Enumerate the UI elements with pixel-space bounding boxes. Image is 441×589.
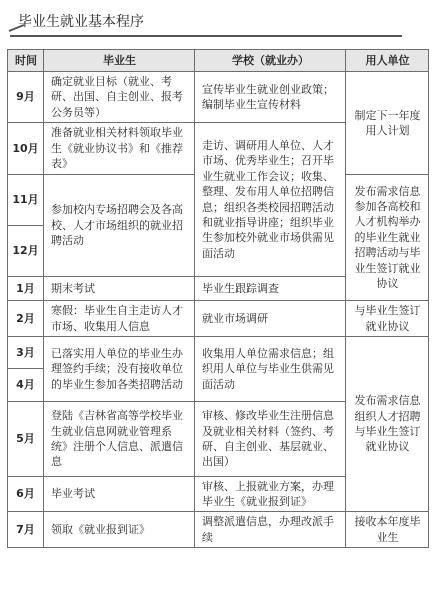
school-cell: 审核、修改毕业生注册信息及就业相关材料（签约、考研、自主创业、基层就业、出国） <box>195 402 346 477</box>
graduate-cell: 已落实用人单位的毕业生办理签约手续；没有接收单位的毕业生参加各类招聘活动 <box>44 337 195 402</box>
table-header-row <box>8 50 429 72</box>
month-cell: 6月 <box>8 477 44 512</box>
employer-cell: 发布需求信息参加各高校和人才机构举办的毕业生就业招聘活动与毕业生签订就业协议 <box>346 175 429 301</box>
month-cell: 4月 <box>8 369 44 402</box>
month-cell: 10月 <box>8 123 44 175</box>
school-cell: 审核、上报就业方案，办理毕业生《就业报到证》 <box>195 477 346 512</box>
graduate-cell: 寒假：毕业生自主走访人才市场、收集用人信息 <box>44 301 195 337</box>
month-cell: 2月 <box>8 301 44 337</box>
month-cell: 7月 <box>8 512 44 548</box>
month-cell: 5月 <box>8 402 44 477</box>
graduate-cell: 领取《就业报到证》 <box>44 512 195 548</box>
table-row <box>8 337 429 369</box>
header-time: 时间 <box>8 50 44 72</box>
table-row <box>8 72 429 123</box>
school-cell: 调整派遣信息，办理改派手续 <box>195 512 346 548</box>
month-cell: 11月 <box>8 175 44 226</box>
month-cell: 12月 <box>8 226 44 277</box>
table-row <box>8 301 429 337</box>
header-graduate: 毕业生 <box>44 50 195 72</box>
school-cell: 就业市场调研 <box>195 301 346 337</box>
school-cell: 收集用人单位需求信息；组织用人单位与毕业生供需见面活动 <box>195 337 346 402</box>
month-cell: 1月 <box>8 277 44 301</box>
header-employer: 用人单位 <box>346 50 429 72</box>
school-cell: 毕业生跟踪调查 <box>195 277 346 301</box>
school-cell: 走访、调研用人单位、人才市场、优秀毕业生；召开毕业生就业工作会议；收集、整理、发布用人单位招聘信息；组织各类校园招聘活动和就业指导讲座；组织毕业生参加校外就业市场供需见面活动 <box>195 123 346 277</box>
graduate-cell: 登陆《吉林省高等学校毕业生就业信息网就业管理系统》注册个人信息、派遣信息 <box>44 402 195 477</box>
title-divider <box>10 35 402 37</box>
employer-cell: 接收本年度毕业生 <box>346 512 429 548</box>
graduate-cell: 确定就业目标（就业、考研、出国、自主创业、报考公务员等） <box>44 72 195 123</box>
graduate-cell: 准备就业相关材料领取毕业生《就业协议书》和《推荐表》 <box>44 123 195 175</box>
table-row <box>8 512 429 548</box>
header-school: 学校（就业办） <box>195 50 346 72</box>
page-title: 毕业生就业基本程序 <box>18 14 144 30</box>
month-cell: 3月 <box>8 337 44 369</box>
procedure-table <box>7 49 429 548</box>
graduate-cell: 期末考试 <box>44 277 195 301</box>
month-cell: 9月 <box>8 72 44 123</box>
graduate-cell: 参加校内专场招聘会及各高校、人才市场组织的就业招聘活动 <box>44 175 195 277</box>
graduate-cell: 毕业考试 <box>44 477 195 512</box>
employer-cell: 发布需求信息组织人才招聘与毕业生签订就业协议 <box>346 337 429 512</box>
school-cell: 宣传毕业生就业创业政策；编制毕业生宣传材料 <box>195 72 346 123</box>
employer-cell: 制定下一年度用人计划 <box>346 72 429 175</box>
employer-cell: 与毕业生签订就业协议 <box>346 301 429 337</box>
